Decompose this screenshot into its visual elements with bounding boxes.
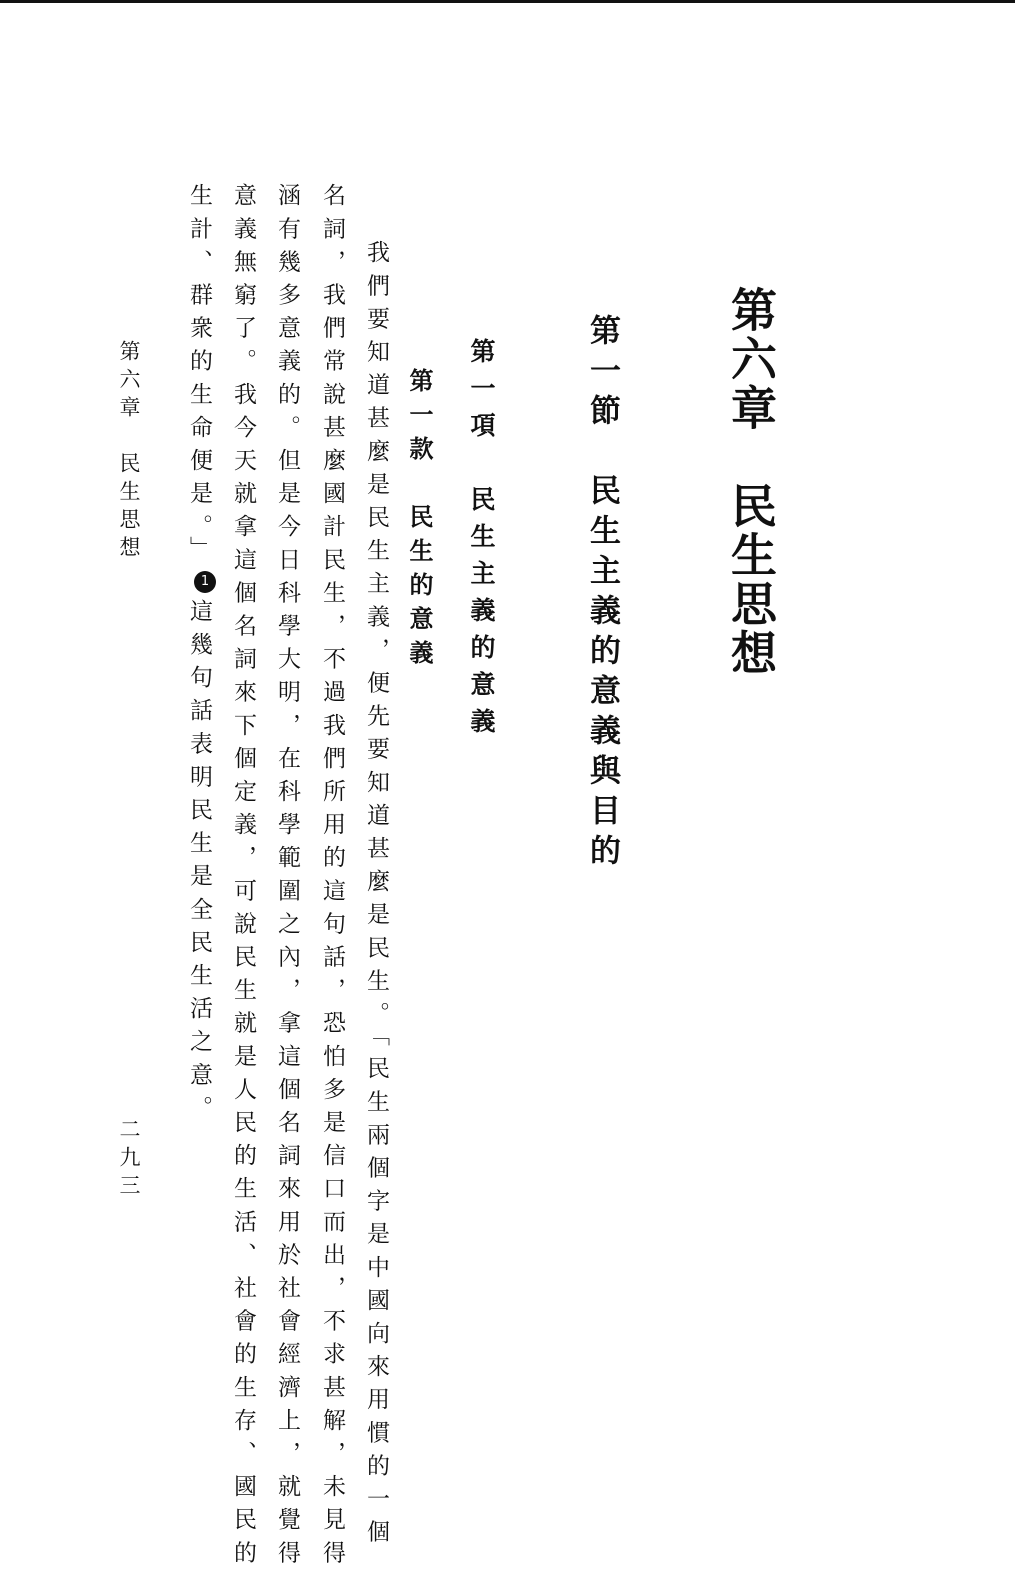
body-line-3: 涵有幾多意義的。但是今日科學大明，在科學範圍之內，拿這個名詞來用於社會經濟上，就覺得 [274, 183, 300, 1573]
body-line-5-part-1: 生計、群衆的生命便是。」 [186, 183, 212, 569]
footnote-marker[interactable]: 1 [194, 571, 216, 593]
chapter-title: 第六章 民生思想 [724, 286, 778, 678]
item-title: 第一項 民生主義的意義 [467, 338, 496, 745]
body-line-2: 名詞，我們常說甚麼國計民生，不過我們所用的這句話，恐怕多是信口而出，不求甚解，未見得 [319, 183, 345, 1573]
section-title: 第一節 民生主義的意義與目的 [584, 314, 620, 874]
page-number: 二九三 [117, 1118, 141, 1202]
top-border-rule [0, 0, 1015, 3]
body-line-1: 我們要知道甚麼是民生主義，便先要知道甚麼是民生。「民生兩個字是中國向來用慣的一個 [363, 240, 389, 1553]
running-head: 第六章 民生思想 [117, 340, 141, 564]
body-line-4: 意義無窮了。我今天就拿這個名詞來下個定義，可說民生就是人民的生活、社會的生存、國民的 [230, 183, 256, 1573]
clause-title: 第一款 民生的意義 [405, 368, 434, 674]
body-line-5 [185, 183, 216, 1128]
body-line-5-part-2: 這幾句話表明民生是全民生活之意。 [186, 598, 212, 1129]
